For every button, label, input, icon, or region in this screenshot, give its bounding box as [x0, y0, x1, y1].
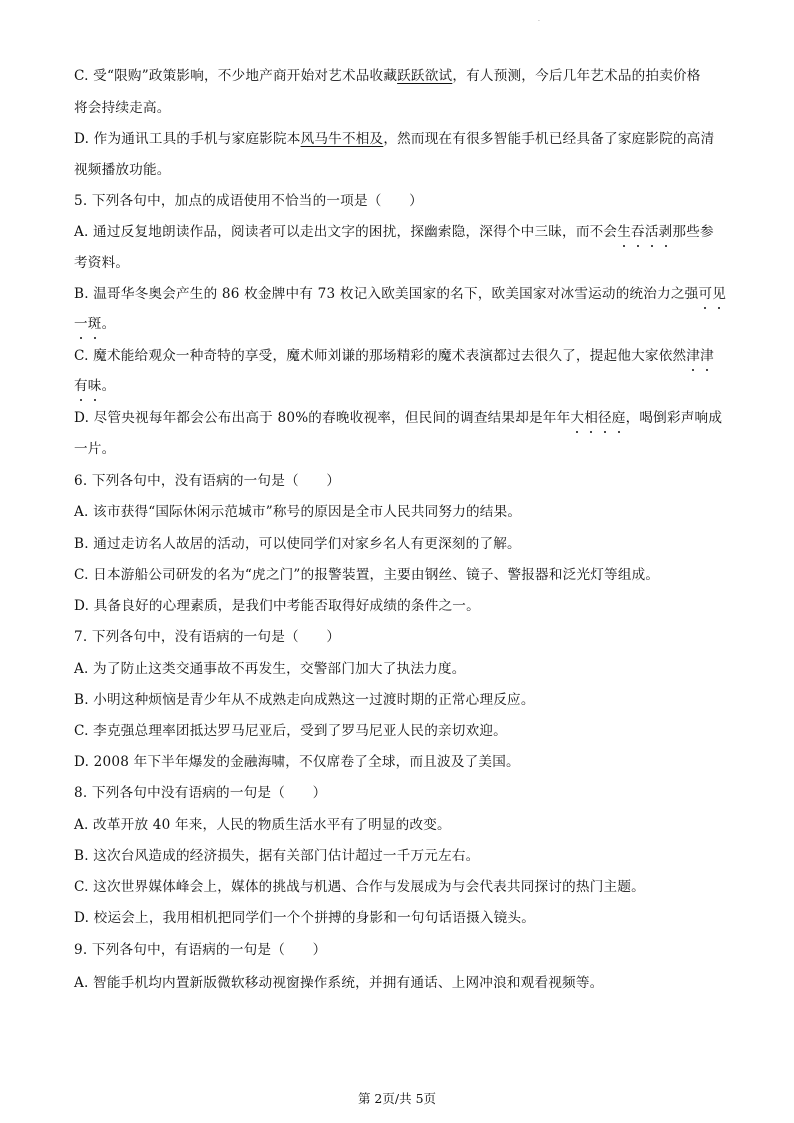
q6-option-c: C. 日本游船公司研发的名为“虎之门”的报警装置，主要由钢丝、镜子、警报器和泛光灯等组成。	[74, 567, 660, 583]
question-8-stem: 8. 下列各句中没有语病的一句是（ ）	[74, 785, 327, 801]
dotted-char: 见	[712, 286, 727, 302]
q7-option-c: C. 李克强总理率团抵达罗马尼亚后，受到了罗马尼亚人民的亲切欢迎。	[74, 723, 507, 739]
underlined-idiom: 跃跃欲试	[397, 68, 453, 84]
question-5-stem: 5. 下列各句中，加点的成语使用不恰当的一项是（ ）	[74, 193, 423, 209]
q5-option-a-line-1: A. 通过反复地朗读作品，阅读者可以走出文字的困扰，探幽索隐，深得个中三昧，而不会生吞活剥那些参	[74, 224, 714, 240]
q5-option-a-line-2: 考资料。	[74, 255, 130, 271]
page-footer: 第 2页/共 5页	[357, 1091, 437, 1106]
q5-option-c-line-1: C. 魔术能给观众一种奇特的享受，魔术师刘谦的那场精彩的魔术表演都过去很久了，提起他大家依然津津	[74, 348, 714, 364]
q5-option-b-line-2: 一斑。	[74, 316, 116, 332]
dotted-char: 径	[597, 410, 612, 426]
dotted-char: 斑	[87, 316, 102, 332]
dotted-char: 活	[644, 224, 659, 240]
dotted-char: 可	[698, 286, 713, 302]
dotted-char: 一	[74, 316, 88, 332]
option-d-line-1: D. 作为通讯工具的手机与家庭影院本风马牛不相及，然而现在有很多智能手机已经具备了家庭影院的高清	[74, 131, 715, 147]
dotted-char: 津	[686, 348, 701, 364]
dotted-char: 有	[74, 378, 88, 394]
q8-option-d: D. 校运会上，我用相机把同学们一个个拼搏的身影和一句句话语摄入镜头。	[74, 910, 536, 926]
q7-option-d: D. 2008 年下半年爆发的金融海啸，不仅席卷了全球，而且波及了美国。	[74, 754, 520, 770]
q5-option-d-line-1: D. 尽管央视每年都会公布出高于 80%的春晚收视率，但民间的调查结果却是年年大相径庭，喝倒彩声响成	[74, 410, 723, 426]
dotted-char: 剥	[658, 224, 673, 240]
dotted-char: 味	[87, 378, 102, 394]
option-c-line-1: C. 受“限购”政策影响，不少地产商开始对艺术品收藏跃跃欲试，有人预测，今后几年艺术品的拍卖价格	[74, 68, 701, 84]
q5-option-c-line-2: 有味。	[74, 378, 116, 394]
dotted-char: 相	[584, 410, 598, 426]
underlined-idiom: 风马牛不相及	[300, 131, 384, 147]
q5-option-b-line-1: B. 温哥华冬奥会产生的 86 枚金牌中有 73 枚记入欧美国家的名下，欧美国家对冰雪运动的统治力之强可见	[74, 286, 727, 302]
q5-option-d-line-2: 一片。	[74, 441, 116, 457]
dotted-char: 吞	[631, 224, 645, 240]
question-9-stem: 9. 下列各句中，有语病的一句是（ ）	[74, 942, 327, 958]
corner-mark: .	[538, 16, 540, 23]
question-6-stem: 6. 下列各句中，没有语病的一句是（ ）	[74, 473, 341, 489]
q8-option-a: A. 改革开放 40 年来，人民的物质生活水平有了明显的改变。	[74, 817, 451, 833]
q6-option-a: A. 该市获得“国际休闲示范城市”称号的原因是全市人民共同努力的结果。	[74, 504, 522, 520]
q8-option-c: C. 这次世界媒体峰会上，媒体的挑战与机遇、合作与发展成为与会代表共同探讨的热门主题。	[74, 879, 645, 895]
q8-option-b: B. 这次台风造成的经济损失，据有关部门估计超过一千万元左右。	[74, 848, 480, 864]
dotted-char: 庭	[611, 410, 626, 426]
q6-option-b: B. 通过走访名人故居的活动，可以使同学们对家乡名人有更深刻的了解。	[74, 536, 521, 552]
dotted-char: 大	[570, 410, 585, 426]
q7-option-a: A. 为了防止这类交通事故不再发生，交警部门加大了执法力度。	[74, 661, 466, 677]
dotted-char: 津	[700, 348, 714, 364]
question-7-stem: 7. 下列各句中，没有语病的一句是（ ）	[74, 629, 341, 645]
q7-option-b: B. 小明这种烦恼是青少年从不成熟走向成熟这一过渡时期的正常心理反应。	[74, 692, 535, 708]
q6-option-d: D. 具备良好的心理素质，是我们中考能否取得好成绩的条件之一。	[74, 598, 480, 614]
q9-option-a: A. 智能手机均内置新版微软移动视窗操作系统，并拥有通话、上网冲浪和观看视频等。	[74, 975, 604, 991]
dotted-char: 生	[617, 224, 632, 240]
option-c-line-2: 将会持续走高。	[74, 100, 171, 116]
option-d-line-2: 视频播放功能。	[74, 162, 171, 178]
